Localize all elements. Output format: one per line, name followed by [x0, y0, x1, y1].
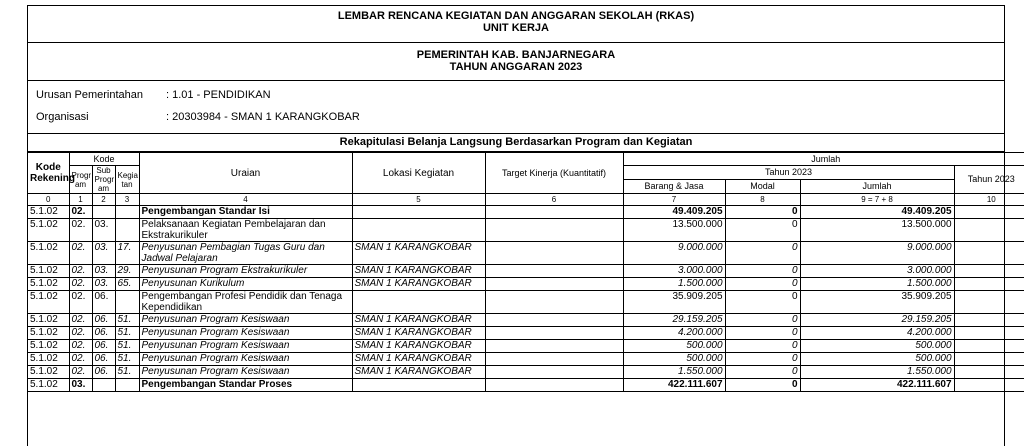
cell-lokasi [352, 379, 485, 392]
cell-sub-program [92, 379, 115, 392]
cell-barang-jasa: 29.159.205 [623, 314, 725, 327]
col-num: 9 = 7 + 8 [800, 194, 954, 206]
section-title: Rekapitulasi Belanja Langsung Berdasarkan Program dan Kegiatan [28, 134, 1004, 152]
cell-modal: 0 [725, 366, 800, 379]
cell-target [485, 219, 623, 242]
col-sub-program: Sub Progr am [92, 166, 115, 194]
col-modal: Modal [725, 180, 800, 194]
table-row [28, 353, 1024, 366]
cell-sub-program: 03. [92, 265, 115, 278]
cell-kegiatan [115, 219, 139, 242]
cell-program: 02. [69, 340, 92, 353]
cell-sub-program [92, 206, 115, 219]
cell-kode-rekening: 5.1.02 [28, 242, 69, 265]
cell-lokasi: SMAN 1 KARANGKOBAR [352, 242, 485, 265]
cell-program: 02. [69, 314, 92, 327]
cell-barang-jasa: 500.000 [623, 340, 725, 353]
meta-block [28, 81, 1004, 134]
cell-barang-jasa: 1.550.000 [623, 366, 725, 379]
cell-uraian: Penyusunan Program Kesiswaan [139, 340, 352, 353]
title-block [28, 6, 1004, 43]
cell-barang-jasa: 35.909.205 [623, 291, 725, 314]
urusan-label: Urusan Pemerintahan [36, 89, 144, 101]
cell-jumlah: 13.500.000 [800, 219, 954, 242]
rekap-table [28, 152, 1024, 392]
cell-sub-program: 03. [92, 219, 115, 242]
table-row [28, 379, 1024, 392]
col-kegiatan: Kegia tan [115, 166, 139, 194]
cell-program: 02. [69, 327, 92, 340]
col-kode-rekening: Kode Rekening [28, 153, 69, 194]
cell-target [485, 379, 623, 392]
cell-target [485, 242, 623, 265]
cell-lokasi: SMAN 1 KARANGKOBAR [352, 353, 485, 366]
table-row [28, 278, 1024, 291]
cell-jumlah: 500.000 [800, 353, 954, 366]
cell-barang-jasa: 422.111.607 [623, 379, 725, 392]
cell-barang-jasa: 9.000.000 [623, 242, 725, 265]
cell-lokasi: SMAN 1 KARANGKOBAR [352, 340, 485, 353]
cell-program: 02. [69, 366, 92, 379]
cell-kode-rekening: 5.1.02 [28, 379, 69, 392]
cell-kegiatan: 17. [115, 242, 139, 265]
cell-sub-program: 06. [92, 314, 115, 327]
cell-tahun-2023 [954, 291, 1024, 314]
col-tahun-2023: Tahun 2023 [623, 166, 954, 180]
cell-tahun-2023 [954, 366, 1024, 379]
cell-sub-program: 06. [92, 327, 115, 340]
cell-tahun-2023 [954, 314, 1024, 327]
cell-kode-rekening: 5.1.02 [28, 278, 69, 291]
cell-sub-program: 06. [92, 353, 115, 366]
col-jumlah: Jumlah [623, 153, 1024, 166]
unit-kerja-label: UNIT KERJA [482, 22, 549, 34]
cell-target [485, 340, 623, 353]
table-row [28, 327, 1024, 340]
cell-modal: 0 [725, 291, 800, 314]
cell-tahun-2023 [954, 265, 1024, 278]
cell-uraian: Penyusunan Kurikulum [139, 278, 352, 291]
cell-uraian: Penyusunan Program Kesiswaan [139, 366, 352, 379]
cell-program: 02. [69, 278, 92, 291]
cell-jumlah: 3.000.000 [800, 265, 954, 278]
cell-lokasi: SMAN 1 KARANGKOBAR [352, 327, 485, 340]
cell-kode-rekening: 5.1.02 [28, 219, 69, 242]
col-num: 7 [623, 194, 725, 206]
cell-target [485, 278, 623, 291]
col-num: 8 [725, 194, 800, 206]
cell-uraian: Penyusunan Program Ekstrakurikuler [139, 265, 352, 278]
cell-uraian: Pengembangan Standar Proses [139, 379, 352, 392]
cell-kode-rekening: 5.1.02 [28, 265, 69, 278]
col-num: 10 [954, 194, 1024, 206]
cell-kegiatan [115, 206, 139, 219]
table-row [28, 291, 1024, 314]
cell-target [485, 314, 623, 327]
cell-barang-jasa: 13.500.000 [623, 219, 725, 242]
cell-kegiatan [115, 379, 139, 392]
cell-target [485, 353, 623, 366]
cell-barang-jasa: 4.200.000 [623, 327, 725, 340]
cell-jumlah: 9.000.000 [800, 242, 954, 265]
cell-lokasi: SMAN 1 KARANGKOBAR [352, 366, 485, 379]
col-program: Progr am [69, 166, 92, 194]
cell-kode-rekening: 5.1.02 [28, 327, 69, 340]
cell-modal: 0 [725, 265, 800, 278]
col-lokasi: Lokasi Kegiatan [352, 153, 485, 194]
cell-tahun-2023 [954, 278, 1024, 291]
table-row [28, 206, 1024, 219]
cell-uraian: Penyusunan Program Kesiswaan [139, 314, 352, 327]
cell-modal: 0 [725, 340, 800, 353]
cell-tahun-2023 [954, 219, 1024, 242]
cell-program: 03. [69, 379, 92, 392]
government-name: PEMERINTAH KAB. BANJARNEGARA [416, 49, 616, 61]
cell-barang-jasa: 500.000 [623, 353, 725, 366]
cell-modal: 0 [725, 314, 800, 327]
cell-modal: 0 [725, 219, 800, 242]
rkas-sheet [27, 5, 1015, 446]
col-num: 0 [28, 194, 69, 206]
cell-tahun-2023 [954, 327, 1024, 340]
table-row [28, 340, 1024, 353]
cell-sub-program: 06. [92, 366, 115, 379]
col-target: Target Kinerja (Kuantitatif) [485, 153, 623, 194]
cell-jumlah: 29.159.205 [800, 314, 954, 327]
organisasi-value: : 20303984 - SMAN 1 KARANGKOBAR [166, 111, 360, 123]
col-num: 1 [69, 194, 92, 206]
cell-sub-program: 06. [92, 340, 115, 353]
cell-program: 02. [69, 353, 92, 366]
cell-kegiatan [115, 291, 139, 314]
cell-kegiatan: 29. [115, 265, 139, 278]
table-body [28, 206, 1024, 392]
cell-kegiatan: 51. [115, 314, 139, 327]
cell-lokasi [352, 206, 485, 219]
cell-kegiatan: 51. [115, 366, 139, 379]
col-num: 2 [92, 194, 115, 206]
cell-target [485, 291, 623, 314]
cell-modal: 0 [725, 379, 800, 392]
cell-kegiatan: 51. [115, 327, 139, 340]
cell-modal: 0 [725, 242, 800, 265]
cell-kegiatan: 65. [115, 278, 139, 291]
cell-jumlah: 1.500.000 [800, 278, 954, 291]
cell-kode-rekening: 5.1.02 [28, 366, 69, 379]
cell-lokasi: SMAN 1 KARANGKOBAR [352, 314, 485, 327]
table-row [28, 242, 1024, 265]
cell-kode-rekening: 5.1.02 [28, 206, 69, 219]
cell-uraian: Penyusunan Program Kesiswaan [139, 327, 352, 340]
cell-program: 02. [69, 242, 92, 265]
cell-uraian: Pengembangan Standar Isi [139, 206, 352, 219]
cell-jumlah: 4.200.000 [800, 327, 954, 340]
cell-uraian: Penyusunan Program Kesiswaan [139, 353, 352, 366]
cell-target [485, 265, 623, 278]
cell-kode-rekening: 5.1.02 [28, 314, 69, 327]
cell-sub-program: 03. [92, 278, 115, 291]
cell-jumlah: 35.909.205 [800, 291, 954, 314]
cell-modal: 0 [725, 327, 800, 340]
cell-program: 02. [69, 291, 92, 314]
cell-kode-rekening: 5.1.02 [28, 353, 69, 366]
cell-kegiatan: 51. [115, 353, 139, 366]
cell-uraian: Pelaksanaan Kegiatan Pembelajaran dan Ekstrakurikuler [139, 219, 352, 242]
cell-kegiatan: 51. [115, 340, 139, 353]
col-barang-jasa: Barang & Jasa [623, 180, 725, 194]
cell-program: 02. [69, 265, 92, 278]
cell-program: 02. [69, 219, 92, 242]
cell-lokasi: SMAN 1 KARANGKOBAR [352, 265, 485, 278]
document-title: LEMBAR RENCANA KEGIATAN DAN ANGGARAN SEKOLAH (RKAS) [337, 10, 695, 22]
budget-year: TAHUN ANGGARAN 2023 [449, 61, 583, 73]
urusan-value: : 1.01 - PENDIDIKAN [166, 89, 271, 101]
organisasi-label: Organisasi [36, 111, 89, 123]
table-row [28, 314, 1024, 327]
cell-lokasi [352, 219, 485, 242]
cell-sub-program: 03. [92, 242, 115, 265]
cell-tahun-2023 [954, 206, 1024, 219]
cell-uraian: Pengembangan Profesi Pendidik dan Tenaga Kependidikan [139, 291, 352, 314]
cell-jumlah: 422.111.607 [800, 379, 954, 392]
cell-jumlah: 500.000 [800, 340, 954, 353]
cell-uraian: Penyusunan Pembagian Tugas Guru dan Jadwal Pelajaran [139, 242, 352, 265]
cell-barang-jasa: 3.000.000 [623, 265, 725, 278]
col-num: 3 [115, 194, 139, 206]
cell-jumlah: 1.550.000 [800, 366, 954, 379]
table-row [28, 366, 1024, 379]
cell-sub-program: 06. [92, 291, 115, 314]
cell-tahun-2023 [954, 379, 1024, 392]
cell-kode-rekening: 5.1.02 [28, 291, 69, 314]
col-num: 6 [485, 194, 623, 206]
col-tahun-2023-b: Tahun 2023 [954, 166, 1024, 194]
cell-target [485, 327, 623, 340]
cell-lokasi [352, 291, 485, 314]
cell-modal: 0 [725, 353, 800, 366]
col-kode: Kode [69, 153, 139, 166]
cell-modal: 0 [725, 206, 800, 219]
cell-target [485, 206, 623, 219]
cell-tahun-2023 [954, 242, 1024, 265]
table-row [28, 219, 1024, 242]
cell-barang-jasa: 1.500.000 [623, 278, 725, 291]
col-num: 5 [352, 194, 485, 206]
cell-jumlah: 49.409.205 [800, 206, 954, 219]
cell-modal: 0 [725, 278, 800, 291]
cell-tahun-2023 [954, 353, 1024, 366]
cell-program: 02. [69, 206, 92, 219]
col-jumlah-sub: Jumlah [800, 180, 954, 194]
government-block [28, 43, 1004, 81]
col-uraian: Uraian [139, 153, 352, 194]
cell-lokasi: SMAN 1 KARANGKOBAR [352, 278, 485, 291]
table-row [28, 265, 1024, 278]
col-num: 4 [139, 194, 352, 206]
cell-target [485, 366, 623, 379]
cell-barang-jasa: 49.409.205 [623, 206, 725, 219]
cell-tahun-2023 [954, 340, 1024, 353]
cell-kode-rekening: 5.1.02 [28, 340, 69, 353]
